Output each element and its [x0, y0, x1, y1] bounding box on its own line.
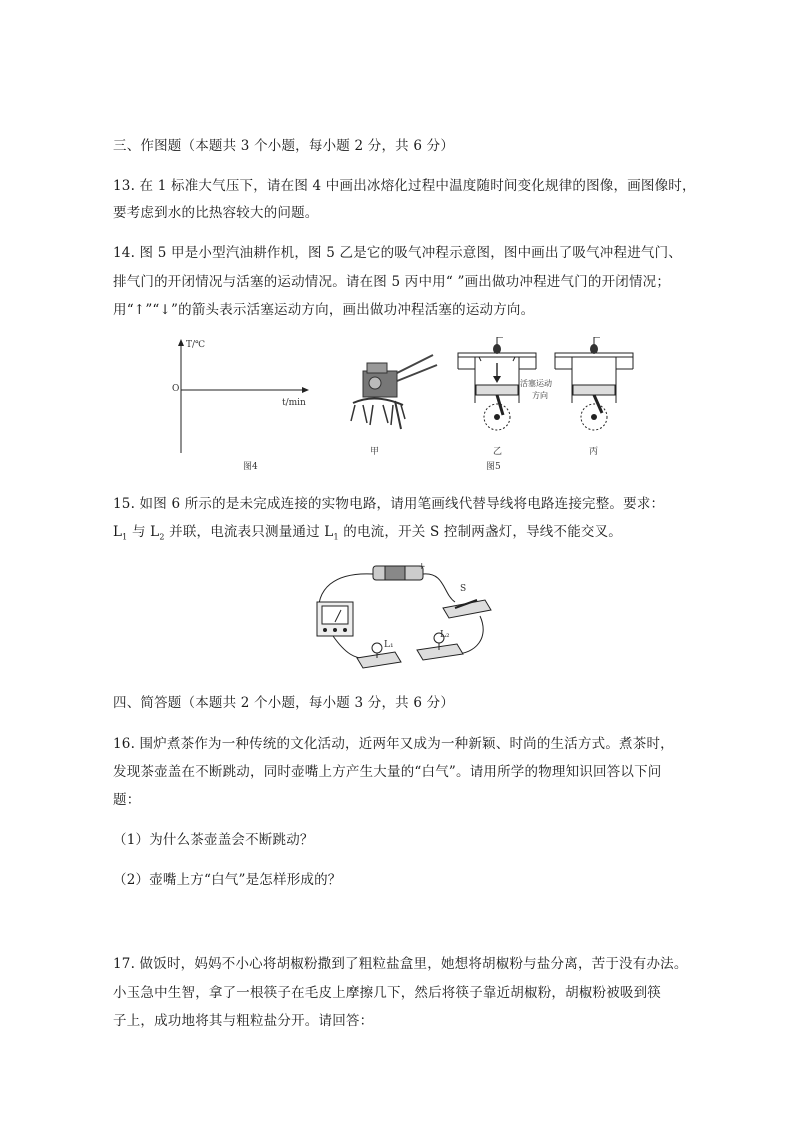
engine-diagram-bing	[554, 337, 634, 435]
label-jia: 甲	[370, 447, 380, 457]
switch-label: S	[460, 584, 467, 594]
question-16-sub-1: （1）为什么茶壶盖会不断跳动？	[113, 832, 314, 848]
circuit-figure	[305, 558, 495, 673]
piston-note-line-2: 方向	[532, 391, 548, 400]
question-16-line-2: 发现茶壶盖在不断跳动，同时壶嘴上方产生大量的“白气”。请用所学的物理知识回答以下问	[113, 764, 662, 780]
question-16-line-3: 题：	[113, 792, 141, 808]
question-15-line-1: 15. 如图 6 所示的是未完成连接的实物电路，请用笔画线代替导线将电路连接完整。要求：	[113, 496, 665, 512]
figure-5-caption: 图5	[486, 462, 501, 472]
question-16-line-1: 16. 围炉煮茶作为一种传统的文化活动，近两年又成为一种新颖、时尚的生活方式。煮茶时，	[113, 736, 674, 752]
question-17-line-3: 子上，成功地将其与粗粒盐分开。请回答：	[113, 1013, 374, 1029]
question-15-line-2: $L_1$ 与 $L_2$ 并联，电流表只测量通过 $L_1$ 的电流，开关 S 控制两盏灯，导线不能交叉。	[113, 524, 623, 542]
lamp-2-label: L₂	[440, 630, 450, 640]
tiller-machine-image	[345, 345, 445, 437]
section-heading: 三、作图题（本题共 3 个小题，每小题 2 分，共 6 分）	[113, 138, 455, 154]
origin-label: O	[172, 384, 180, 394]
question-16-sub-2: （2）壶嘴上方“白气”是怎样形成的？	[113, 872, 342, 888]
question-14-line-1: 14. 图 5 甲是小型汽油耕作机，图 5 乙是它的吸气冲程示意图，图中画出了吸气冲程进气门、	[113, 245, 683, 261]
label-bing: 丙	[589, 447, 599, 457]
x-axis-label: t/min	[282, 398, 306, 408]
question-14-line-2: 排气门的开闭情况与活塞的运动情况。请在图 5 丙中用“ ”画出做功冲程进气门的开闭情况；	[113, 274, 671, 290]
figure-4-caption: 图4	[243, 462, 258, 472]
label-yi: 乙	[493, 447, 503, 457]
y-axis-label: T/℃	[186, 340, 206, 350]
question-13-line-2: 要考虑到水的比热容较大的问题。	[113, 205, 319, 221]
question-17-line-1: 17. 做饭时，妈妈不小心将胡椒粉撒到了粗粒盐盒里，她想将胡椒粉与盐分离，苦于没有办法。	[113, 956, 688, 972]
question-17-line-2: 小玉急中生智，拿了一根筷子在毛皮上摩擦几下，然后将筷子靠近胡椒粉，胡椒粉被吸到筷	[113, 985, 661, 1001]
question-13-line-1: 13. 在 1 标准大气压下，请在图 4 中画出冰熔化过程中温度随时间变化规律的图像，画图像时，	[113, 178, 696, 194]
question-14-line-3: 用“↑”“↓”的箭头表示活塞运动方向，画出做功冲程活塞的运动方向。	[113, 302, 535, 318]
piston-note-line-1: 活塞运动	[520, 379, 552, 388]
battery-plus-label: +	[418, 562, 426, 572]
lamp-1-label: L₁	[384, 640, 394, 650]
section-heading: 四、简答题（本题共 2 个小题，每小题 3 分，共 6 分）	[113, 695, 455, 711]
